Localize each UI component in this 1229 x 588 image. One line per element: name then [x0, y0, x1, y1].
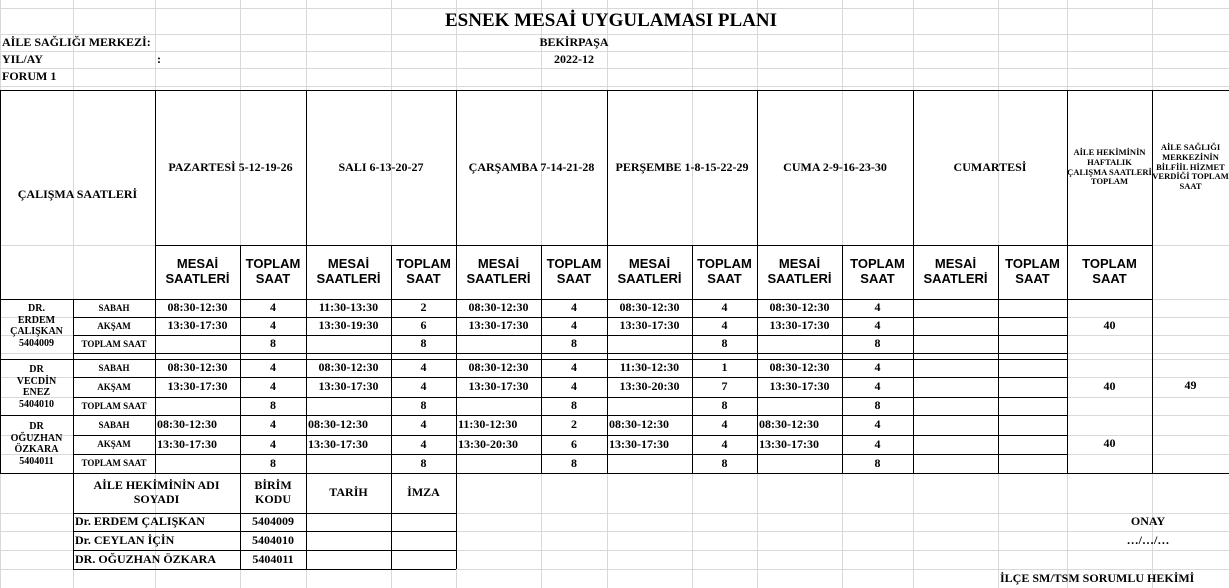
- center-value: BEKİRPAŞA: [539, 34, 609, 49]
- toplam-header: TOPLAM SAAT: [396, 256, 451, 286]
- sabah-total: 4: [270, 300, 276, 315]
- shift-label-sabah: SABAH: [98, 362, 130, 373]
- toplam-header: TOPLAM SAAT: [546, 256, 602, 286]
- day-total: 8: [420, 398, 427, 413]
- doctor-name-line: 5404011: [19, 455, 54, 467]
- day-total: 8: [270, 398, 276, 413]
- day-total: 8: [270, 336, 276, 351]
- aksam-total: 4: [571, 318, 577, 333]
- center-total-value: 49: [1184, 378, 1197, 393]
- day-total: 8: [874, 336, 881, 351]
- period-value: 2022-12: [554, 51, 594, 66]
- doctor-name-line: DR: [29, 421, 44, 432]
- sabah-total: 1: [721, 360, 728, 375]
- doctor-name: [0, 359, 73, 415]
- aksam-hours: 13:30-17:30: [769, 379, 830, 394]
- mesai-header: MESAİ SAATLERİ: [617, 256, 682, 286]
- mesai-header: MESAİ SAATLERİ: [165, 256, 230, 286]
- aksam-total: 4: [874, 318, 881, 333]
- sabah-hours: 08:30-12:30: [167, 300, 228, 315]
- aksam-total: 6: [571, 436, 577, 451]
- day-total: 8: [721, 398, 728, 413]
- weekly-total-value: 40: [1103, 436, 1116, 451]
- sabah-total: 4: [270, 360, 276, 375]
- aksam-hours: 13:30-17:30: [759, 436, 819, 451]
- sabah-hours: 08:30-12:30: [759, 417, 819, 432]
- day-header: CUMA 2-9-16-23-30: [783, 159, 887, 174]
- approval-authority: İLÇE SM/TSM SORUMLU HEKİMİ: [1000, 570, 1195, 585]
- sabah-hours: 11:30-12:30: [458, 417, 518, 432]
- sabah-total: 2: [571, 417, 577, 432]
- aksam-total: 4: [721, 318, 728, 333]
- border-line: [456, 473, 457, 569]
- day-total: 8: [721, 455, 728, 470]
- sabah-hours: 08:30-12:30: [619, 300, 680, 315]
- shift-label-sabah: SABAH: [98, 302, 130, 313]
- day-total: 8: [420, 455, 427, 470]
- sabah-hours: 08:30-12:30: [318, 360, 379, 375]
- sabah-hours: 11:30-13:30: [318, 300, 379, 315]
- sabah-hours: 11:30-12:30: [619, 360, 680, 375]
- doctor-name-line: DR.: [28, 303, 45, 314]
- signer-name: Dr. ERDEM ÇALIŞKAN: [75, 514, 205, 529]
- day-header: ÇARŞAMBA 7-14-21-28: [468, 159, 595, 174]
- sabah-total: 4: [874, 360, 881, 375]
- day-header: SALI 6-13-20-27: [338, 159, 424, 174]
- day-total: 8: [270, 455, 276, 470]
- day-total: 8: [571, 336, 577, 351]
- name-header: AİLE HEKİMİNİN ADI SOYADI: [93, 478, 220, 506]
- form-label: FORUM 1: [2, 69, 57, 84]
- aksam-hours: 13:30-17:30: [308, 436, 368, 451]
- sabah-hours: 08:30-12:30: [769, 360, 830, 375]
- sabah-total: 4: [420, 417, 427, 432]
- doctor-name: [0, 415, 73, 473]
- sabah-total: 4: [874, 417, 881, 432]
- sabah-total: 4: [420, 360, 427, 375]
- doctor-name-line: ÇALIŞKAN: [10, 326, 63, 337]
- aksam-hours: 13:30-17:30: [619, 318, 680, 333]
- toplam-header: TOPLAM SAAT: [245, 256, 301, 286]
- sign-header: İMZA: [407, 485, 440, 500]
- sabah-total: 4: [270, 417, 276, 432]
- day-total: 8: [721, 336, 728, 351]
- shift-label-aksam: AKŞAM: [97, 381, 131, 392]
- shift-label-total: TOPLAM SAAT: [81, 338, 147, 349]
- doctor-name-line: 5404009: [19, 337, 54, 349]
- approval-date: …/…/…: [1126, 532, 1170, 547]
- page-title: ESNEK MESAİ UYGULAMASI PLANI: [444, 10, 778, 32]
- shift-label-aksam: AKŞAM: [97, 439, 131, 450]
- day-header: CUMARTESİ: [953, 159, 1027, 174]
- aksam-total: 4: [270, 379, 276, 394]
- sabah-hours: 08:30-12:30: [468, 360, 529, 375]
- aksam-hours: 13:30-17:30: [167, 318, 228, 333]
- day-header: PERŞEMBE 1-8-15-22-29: [615, 159, 749, 174]
- border-line: [73, 569, 456, 570]
- aksam-hours: 13:30-20:30: [458, 436, 518, 451]
- aksam-total: 4: [571, 379, 577, 394]
- shift-label-total: TOPLAM SAAT: [81, 458, 147, 469]
- signer-code: 5404009: [252, 514, 294, 529]
- sabah-hours: 08:30-12:30: [609, 417, 669, 432]
- signer-name: Dr. CEYLAN İÇİN: [75, 532, 175, 547]
- center-total-header: AİLE SAĞLIĞI MERKEZİNİN BİLFİİL HİZMET VERDİĞİ TOPLAM SAAT: [1152, 142, 1229, 192]
- code-header: BİRİM KODU: [254, 478, 292, 506]
- doctor-name-line: ERDEM: [17, 314, 56, 326]
- aksam-hours: 13:30-17:30: [318, 379, 379, 394]
- aksam-hours: 13:30-17:30: [157, 436, 217, 451]
- aksam-total: 4: [270, 318, 276, 333]
- aksam-total: 4: [874, 379, 881, 394]
- center-label: AİLE SAĞLIĞI MERKEZİ:: [2, 34, 151, 49]
- aksam-total: 6: [420, 318, 427, 333]
- aksam-total: 4: [420, 379, 427, 394]
- aksam-hours: 13:30-17:30: [167, 379, 228, 394]
- doctor-name-line: VECDİN: [16, 375, 57, 387]
- sabah-hours: 08:30-12:30: [308, 417, 368, 432]
- working-hours-header: ÇALIŞMA SAATLERİ: [17, 186, 138, 201]
- shift-label-sabah: SABAH: [98, 419, 130, 430]
- weekly-total-value: 40: [1103, 318, 1116, 333]
- aksam-hours: 13:30-17:30: [609, 436, 669, 451]
- doctor-name-line: ÖZKARA: [14, 444, 59, 455]
- aksam-total: 4: [874, 436, 881, 451]
- weekly-total-header: AİLE HEKİMİNİN HAFTALIK ÇALIŞMA SAATLERİ TOPLAM: [1067, 146, 1152, 187]
- period-label: YIL/AY: [2, 51, 43, 66]
- sabah-total: 4: [721, 300, 728, 315]
- mesai-header: MESAİ SAATLERİ: [316, 256, 381, 286]
- doctor-name-line: OĞUZHAN: [10, 432, 63, 444]
- mesai-header: MESAİ SAATLERİ: [923, 256, 988, 286]
- mesai-header: MESAİ SAATLERİ: [767, 256, 832, 286]
- sabah-total: 4: [571, 300, 577, 315]
- signer-code: 5404010: [252, 532, 294, 547]
- shift-label-total: TOPLAM SAAT: [81, 400, 147, 411]
- doctor-name-line: ENEZ: [22, 387, 51, 398]
- doctor-name-line: DR: [29, 364, 44, 375]
- aksam-total: 7: [721, 379, 728, 394]
- aksam-hours: 13:30-17:30: [769, 318, 830, 333]
- grid-line: [0, 86, 1229, 87]
- doctor-name-line: 5404010: [19, 398, 54, 410]
- sabah-total: 2: [420, 300, 427, 315]
- sabah-total: 4: [721, 417, 728, 432]
- sabah-hours: 08:30-12:30: [157, 417, 217, 432]
- approval-label: ONAY: [1130, 514, 1166, 529]
- period-colon: :: [157, 51, 161, 66]
- day-header: PAZARTESİ 5-12-19-26: [168, 159, 293, 174]
- aksam-total: 4: [721, 436, 728, 451]
- signer-name: DR. OĞUZHAN ÖZKARA: [75, 551, 217, 566]
- doctor-name: [0, 299, 73, 353]
- aksam-hours: 13:30-17:30: [468, 379, 529, 394]
- weekly-toplam-header: TOPLAM SAAT: [1082, 256, 1137, 286]
- day-total: 8: [571, 455, 577, 470]
- sabah-hours: 08:30-12:30: [769, 300, 830, 315]
- day-total: 8: [420, 336, 427, 351]
- day-total: 8: [571, 398, 577, 413]
- aksam-hours: 13:30-19:30: [318, 318, 379, 333]
- aksam-total: 4: [270, 436, 276, 451]
- sabah-total: 4: [571, 360, 577, 375]
- date-header: TARİH: [329, 485, 368, 500]
- sabah-hours: 08:30-12:30: [468, 300, 529, 315]
- signer-code: 5404011: [252, 551, 294, 566]
- day-total: 8: [874, 398, 881, 413]
- aksam-total: 4: [420, 436, 427, 451]
- sabah-hours: 08:30-12:30: [167, 360, 228, 375]
- weekly-total-value: 40: [1103, 379, 1116, 394]
- toplam-header: TOPLAM SAAT: [850, 256, 905, 286]
- border-line: [73, 353, 1067, 354]
- mesai-header: MESAİ SAATLERİ: [466, 256, 531, 286]
- aksam-hours: 13:30-17:30: [468, 318, 529, 333]
- toplam-header: TOPLAM SAAT: [1005, 256, 1060, 286]
- grid-line: [0, 68, 1229, 69]
- day-total: 8: [874, 455, 881, 470]
- aksam-hours: 13:30-20:30: [619, 379, 680, 394]
- sabah-total: 4: [874, 300, 881, 315]
- shift-label-aksam: AKŞAM: [97, 320, 131, 331]
- toplam-header: TOPLAM SAAT: [697, 256, 752, 286]
